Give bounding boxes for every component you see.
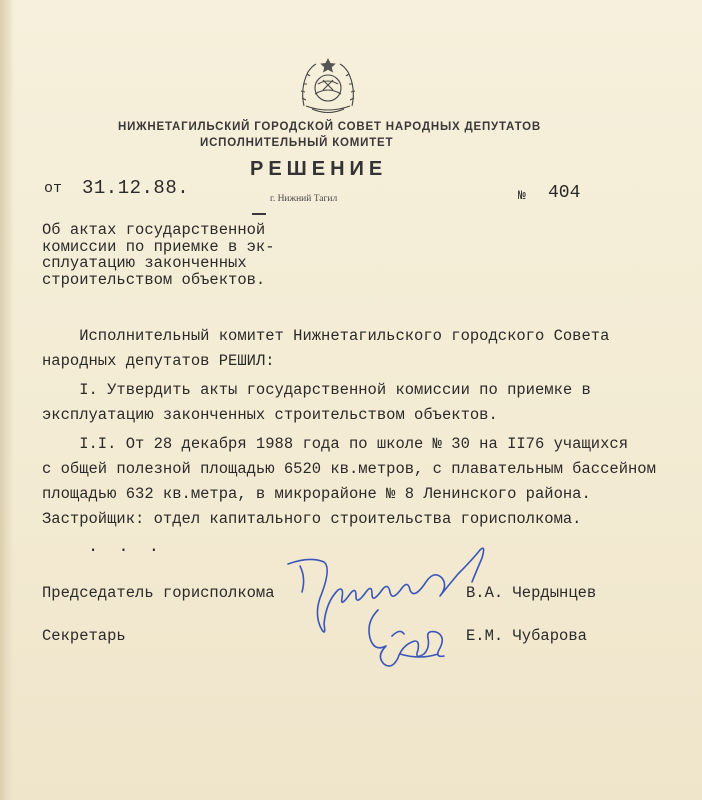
- council-name: НИЖНЕТАГИЛЬСКИЙ ГОРОДСКОЙ СОВЕТ НАРОДНЫХ ДЕПУТАТОВ: [118, 121, 541, 133]
- subject-bracket-mark: [252, 213, 266, 215]
- page-binding-edge: [0, 0, 14, 800]
- signature-name-secretary: Е.М. Чубарова: [466, 627, 587, 645]
- committee-name: ИСПОЛНИТЕЛЬНЫЙ КОМИТЕТ: [200, 137, 394, 149]
- secretary-signature: [369, 610, 444, 666]
- state-emblem-icon: [296, 56, 360, 118]
- signature-name-chairman: В.А. Чердынцев: [466, 584, 597, 602]
- number-sign: №: [518, 188, 526, 203]
- decision-number: 404: [548, 183, 581, 203]
- handwritten-signatures: [280, 538, 520, 678]
- omission-mark: . . .: [88, 538, 165, 557]
- chairman-signature: [288, 548, 484, 632]
- document-title: РЕШЕНИЕ: [250, 158, 388, 180]
- city-name: г. Нижний Тагил: [270, 194, 338, 204]
- body-item-1-1: I.I. От 28 декабря 1988 года по школе № 30 на II76 учащихся с общей полезной площадью 6520 кв.метров, с плавательным бассейном площадью 632 кв.метра, в микрорайоне № 8 Ленинского района. Застройщик: отдел капитального строительства горисполкома.: [42, 435, 656, 528]
- body-item-1: I. Утвердить акты государственной комиссии по приемке в эксплуатацию законченных строительством объектов.: [42, 381, 591, 424]
- signature-role-chairman: Председатель горисполкома: [42, 584, 275, 602]
- decision-date: 31.12.88.: [82, 177, 190, 199]
- signature-role-secretary: Секретарь: [42, 627, 126, 645]
- body-intro: Исполнительный комитет Нижнетагильского городского Совета народных депутатов РЕШИЛ:: [42, 327, 610, 370]
- date-prefix: от: [44, 180, 63, 197]
- decision-subject: Об актах государственной комиссии по приемке в эк- сплуатацию законченных строительством объектов.: [42, 221, 275, 289]
